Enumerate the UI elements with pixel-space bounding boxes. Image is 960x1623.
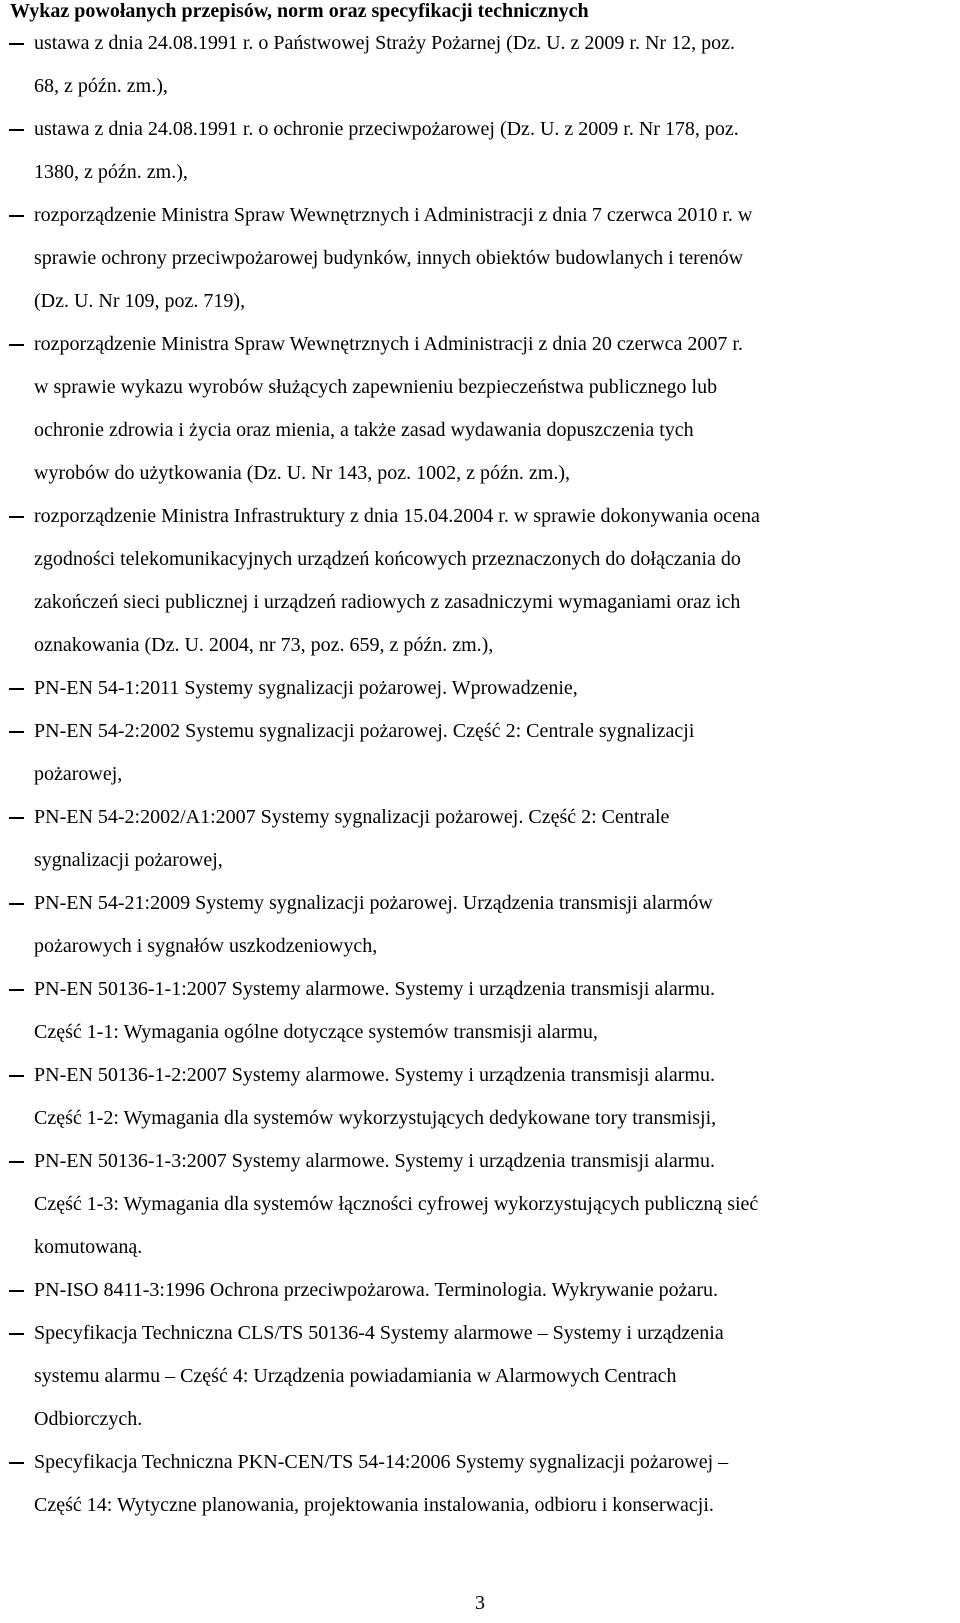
list-item-text: rozporządzenie Ministra Spraw Wewnętrznych i Administracji z dnia 20 czerwca 2007 r. w sprawie wykazu wyrobów służących zapewnieniu bezpieczeństwa publicznego lub ochronie zdrowia i życia oraz mienia, a także zasad wydawania dopuszczenia tych wyrobów do użytkowania (Dz. U. Nr 143, poz. 1002, z późn. zm.), [34,333,743,484]
regulations-list [0,22,960,1527]
dash-bullet-icon [9,989,24,991]
list-item [0,108,960,194]
list-item [0,1441,960,1527]
list-item [0,323,960,495]
dash-bullet-icon [9,903,24,905]
page-number: 3 [475,1592,485,1614]
dash-bullet-icon [9,344,24,346]
dash-bullet-icon [9,731,24,733]
dash-bullet-icon [9,215,24,217]
list-item-text: rozporządzenie Ministra Infrastruktury z dnia 15.04.2004 r. w sprawie dokonywania ocena zgodności telekomunikacyjnych urządzeń końcowych przeznaczonych do dołączania do zakończeń sieci publicznej i urządzeń radiowych z zasadniczymi wymaganiami oraz ich oznakowania (Dz. U. 2004, nr 73, poz. 659, z późn. zm.), [34,505,760,656]
list-item [0,1140,960,1269]
dash-bullet-icon [9,43,24,45]
dash-bullet-icon [9,688,24,690]
list-item-text: PN-EN 54-2:2002/A1:2007 Systemy sygnalizacji pożarowej. Część 2: Centrale sygnalizacji pożarowej, [34,806,670,871]
list-item [0,1269,960,1312]
list-item-text: PN-EN 50136-1-2:2007 Systemy alarmowe. Systemy i urządzenia transmisji alarmu. Część 1-2: Wymagania dla systemów wykorzystujących dedykowane tory transmisji, [34,1064,717,1129]
list-item-text: Specyfikacja Techniczna CLS/TS 50136-4 Systemy alarmowe – Systemy i urządzenia systemu alarmu – Część 4: Urządzenia powiadamiania w Alarmowych Centrach Odbiorczych. [34,1322,724,1430]
list-item [0,882,960,968]
dash-bullet-icon [9,817,24,819]
dash-bullet-icon [9,129,24,131]
list-item [0,22,960,108]
dash-bullet-icon [9,1333,24,1335]
list-item [0,495,960,667]
list-item [0,667,960,710]
list-item-text: PN-ISO 8411-3:1996 Ochrona przeciwpożarowa. Terminologia. Wykrywanie pożaru. [34,1279,719,1301]
list-item [0,194,960,323]
dash-bullet-icon [9,1462,24,1464]
dash-bullet-icon [9,1161,24,1163]
list-item-text: rozporządzenie Ministra Spraw Wewnętrznych i Administracji z dnia 7 czerwca 2010 r. w sprawie ochrony przeciwpożarowej budynków, innych obiektów budowlanych i terenów (Dz. U. Nr 109, poz. 719), [34,204,753,312]
document-title: Wykaz powołanych przepisów, norm oraz specyfikacji technicznych [10,0,589,22]
list-item-text: PN-EN 54-1:2011 Systemy sygnalizacji pożarowej. Wprowadzenie, [34,677,578,699]
list-item-text: Specyfikacja Techniczna PKN-CEN/TS 54-14:2006 Systemy sygnalizacji pożarowej – Część 14: Wytyczne planowania, projektowania instalowania, odbioru i konserwacji. [34,1451,729,1516]
list-item-text: PN-EN 54-2:2002 Systemu sygnalizacji pożarowej. Część 2: Centrale sygnalizacji pożarowej, [34,720,695,785]
dash-bullet-icon [9,516,24,518]
list-item [0,1054,960,1140]
list-item-text: PN-EN 54-21:2009 Systemy sygnalizacji pożarowej. Urządzenia transmisji alarmów pożarowych i sygnałów uszkodzeniowych, [34,892,713,957]
list-item [0,796,960,882]
dash-bullet-icon [9,1075,24,1077]
list-item-text: PN-EN 50136-1-1:2007 Systemy alarmowe. Systemy i urządzenia transmisji alarmu. Część 1-1: Wymagania ogólne dotyczące systemów transmisji alarmu, [34,978,715,1043]
list-item [0,968,960,1054]
list-item-text: PN-EN 50136-1-3:2007 Systemy alarmowe. Systemy i urządzenia transmisji alarmu. Część 1-3: Wymagania dla systemów łączności cyfrowej wykorzystujących publiczną sieć komutowaną. [34,1150,759,1258]
list-item-text: ustawa z dnia 24.08.1991 r. o Państwowej Straży Pożarnej (Dz. U. z 2009 r. Nr 12, poz. 68, z późn. zm.), [34,32,735,97]
list-item-text: ustawa z dnia 24.08.1991 r. o ochronie przeciwpożarowej (Dz. U. z 2009 r. Nr 178, poz. 1380, z późn. zm.), [34,118,739,183]
list-item [0,1312,960,1441]
list-item [0,710,960,796]
dash-bullet-icon [9,1290,24,1292]
